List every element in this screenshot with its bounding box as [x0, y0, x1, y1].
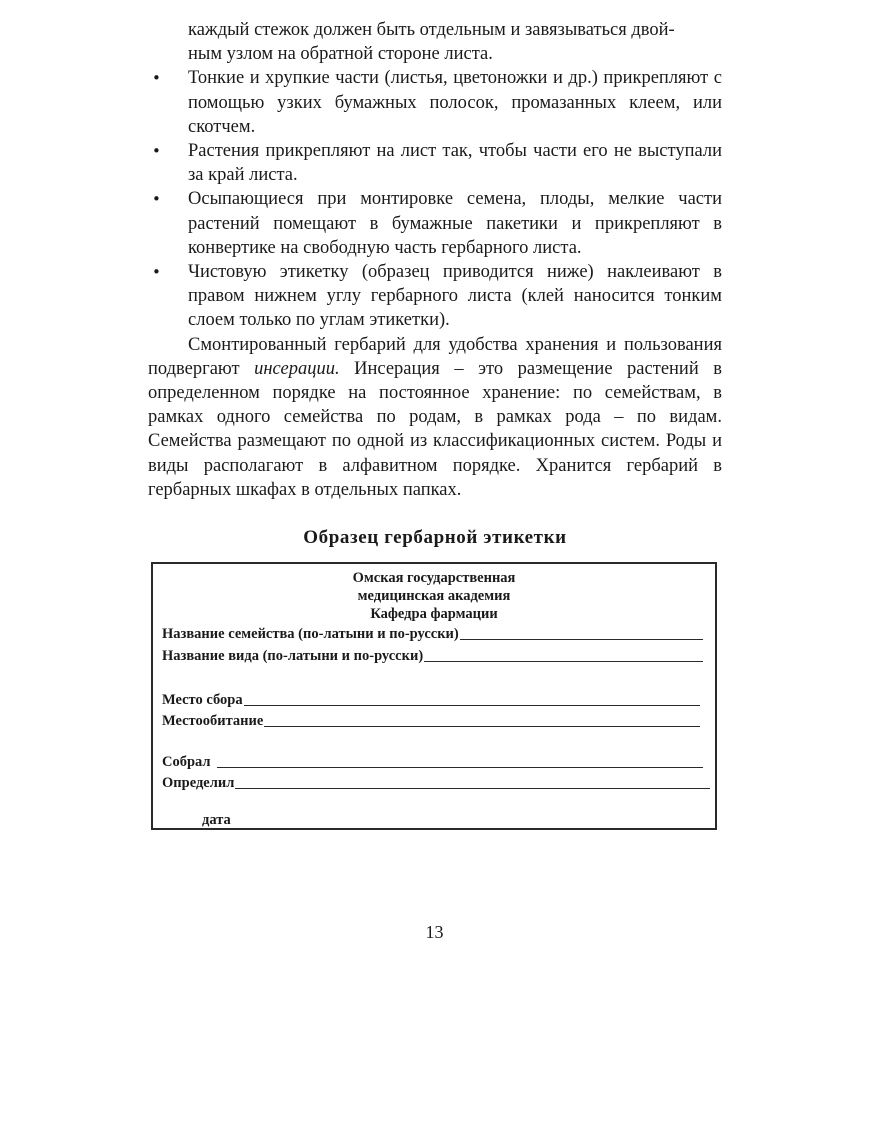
species-field-label: Название вида (по-латыни и по-русски)	[162, 648, 424, 664]
place-field-line	[244, 705, 700, 706]
continuation-line-1: каждый стежок должен быть отдельным и завязываться двой-	[188, 20, 675, 40]
identified-field	[162, 772, 710, 792]
list-item	[148, 139, 722, 187]
section-title: Образец гербарной этикетки	[303, 527, 567, 548]
list-item	[148, 260, 722, 333]
species-field-line	[424, 661, 703, 662]
bullet-text: Тонкие и хрупкие части (листья, цветоножки и др.) прикрепляют с помощью узких бумажных полосок, промазанных клеем, или скотчем.	[188, 68, 722, 137]
bullet-icon: •	[152, 142, 161, 161]
identified-field-label: Определил	[162, 775, 235, 791]
bullet-list	[148, 66, 722, 332]
species-field	[162, 645, 703, 665]
continuation-text	[148, 18, 722, 66]
bullet-icon: •	[152, 69, 161, 88]
collected-field-label: Собрал	[162, 754, 211, 770]
paragraph-text-start: Смонтированный гербарий для удобства хранения и пользования подвергают	[148, 334, 722, 379]
bullet-text: Растения прикрепляют на лист так, чтобы части его не выступали за край листа.	[188, 141, 722, 186]
bullet-text: Осыпающиеся при монтировке семена, плоды, мелкие части растений помещают в бумажные пакетики и прикрепляют в конвертике на свободную часть гербарного листа.	[188, 189, 722, 258]
habitat-field	[162, 710, 700, 730]
list-item	[148, 187, 722, 260]
emphasized-term: инсерации.	[254, 358, 340, 379]
bullet-text: Чистовую этикетку (образец приводится ниже) наклеивают в правом нижнем углу гербарного листа (клей наносится тонким слоем только по углам этикетки).	[188, 262, 722, 331]
habitat-field-line	[264, 726, 700, 727]
bullet-icon: •	[152, 190, 161, 209]
body-text	[148, 18, 722, 502]
collected-field	[162, 751, 703, 771]
paragraph-text-end: Инсерация – это размещение растений в определенном порядке на постоянное хранение: по семействам, в рамках одного семейства по родам, в рамках рода – по видам. Семейства размещают по одной из классификационных систем. Роды и виды располагают в алфавитном порядке. Хранится гербарий в гербарных шкафах в отдельных папках.	[148, 358, 722, 500]
identified-field-line	[235, 788, 710, 789]
organization-line-1: Омская государственная	[352, 570, 516, 586]
place-field	[162, 689, 700, 709]
page-number: 13	[425, 922, 444, 942]
family-field-line	[460, 639, 703, 640]
family-field	[162, 623, 703, 643]
place-field-label: Место сбора	[162, 692, 243, 708]
family-field-label: Название семейства (по-латыни и по-русски)	[162, 626, 459, 642]
collected-field-line	[217, 767, 703, 768]
department-name: Кафедра фармации	[370, 606, 498, 622]
habitat-field-label: Местообитание	[162, 713, 264, 729]
list-item	[148, 66, 722, 139]
continuation-line-2: ным узлом на обратной стороне листа.	[188, 44, 493, 65]
insertion-paragraph	[148, 333, 722, 502]
bullet-icon: •	[152, 263, 161, 282]
date-field-label: дата	[202, 812, 231, 828]
organization-line-2: медицинская академия	[357, 588, 511, 604]
herbarium-label-sample	[151, 562, 717, 830]
